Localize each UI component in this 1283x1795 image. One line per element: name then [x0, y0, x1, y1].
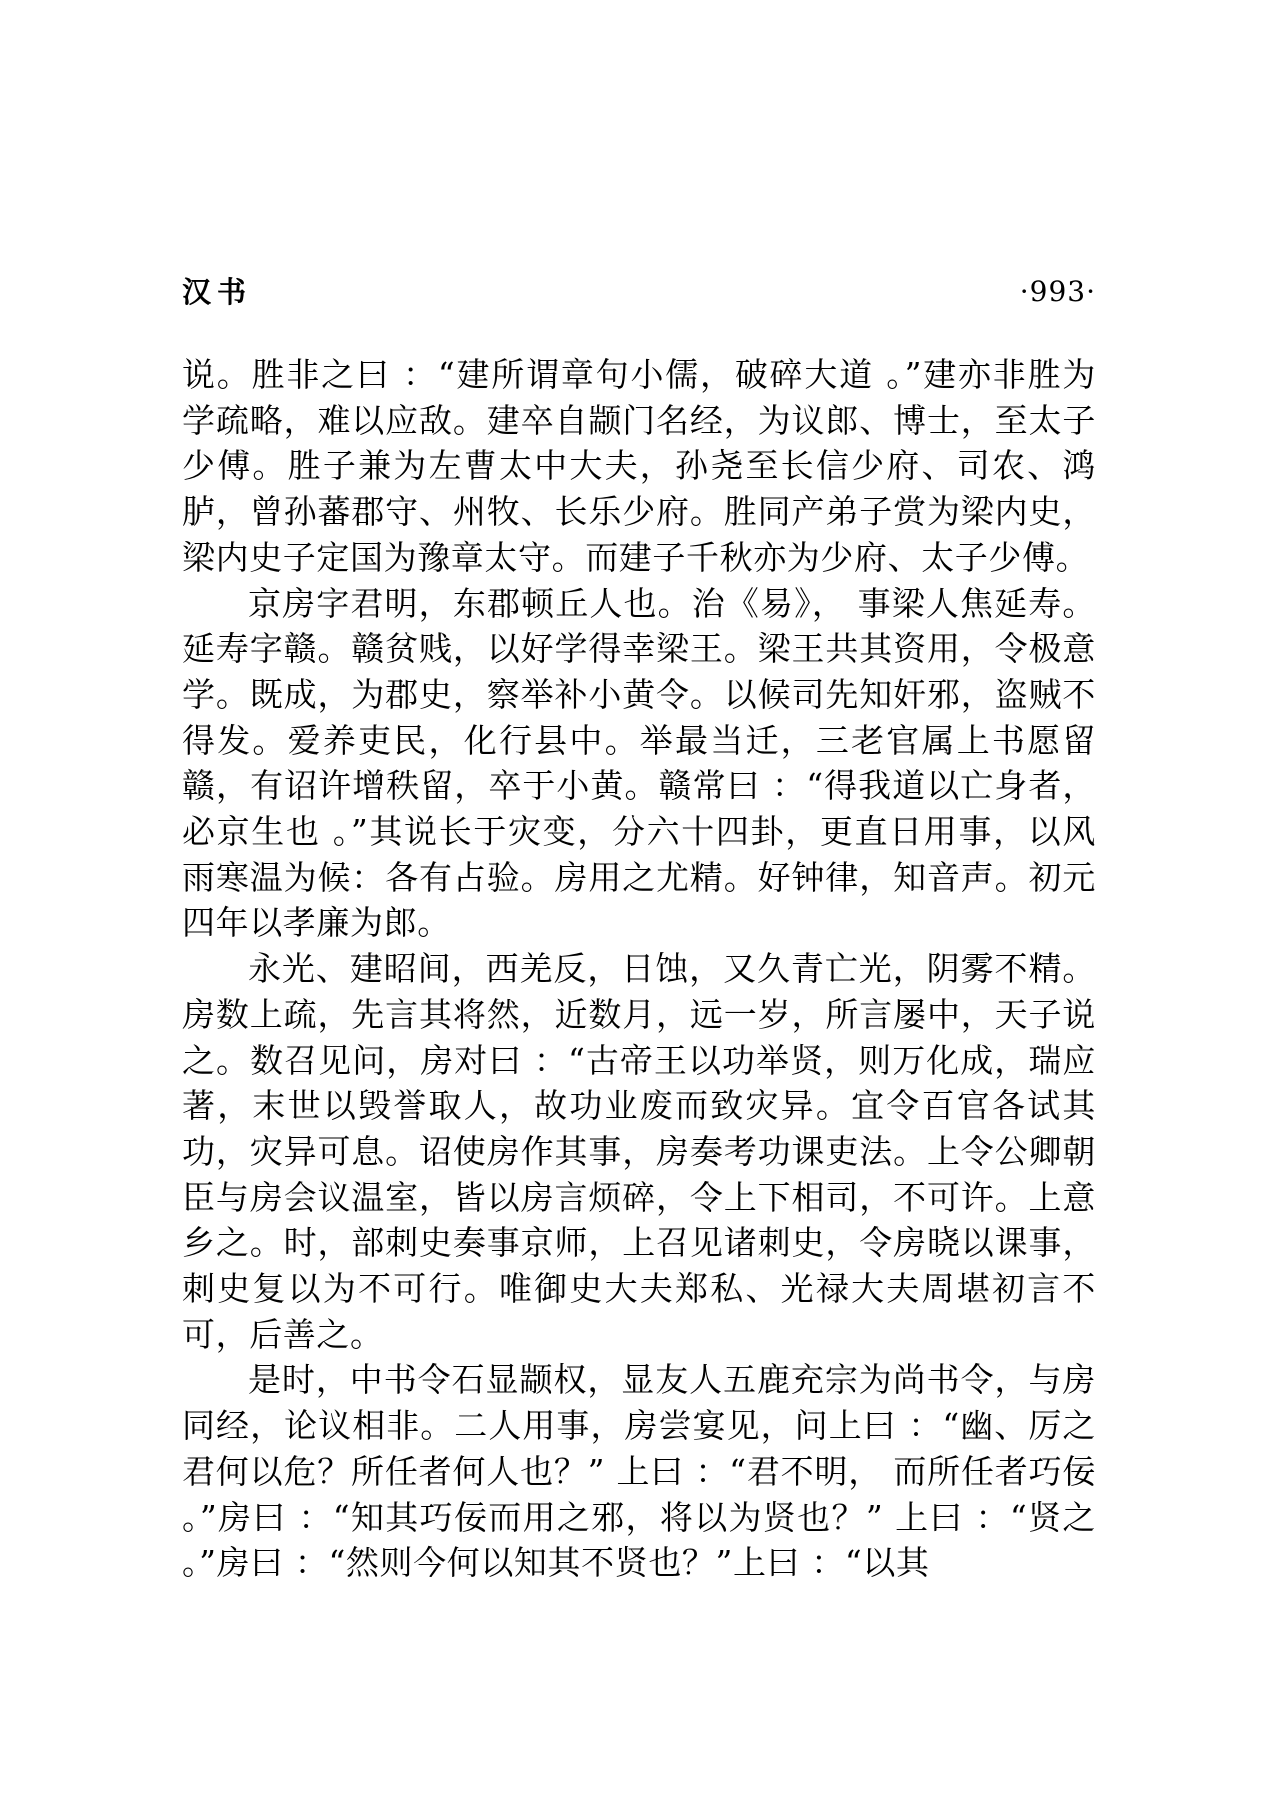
paragraph-4: 是时，中书令石显颛权，显友人五鹿充宗为尚书令，与房同经，论议相非。二人用事，房尝宴见，问上曰 ：“幽、厉之君何以危？所任者何人也？” 上曰 ：“君不明， 而所任者巧佞 。”房曰 ：“知其巧佞而用之邪，将以为贤也？” 上曰 ：“贤之 。”房曰 ：“然则今何以知其不贤也？”上曰 ：“以其: [182, 1360, 1096, 1583]
book-title: 汉书: [182, 275, 253, 309]
page-number: ·993·: [1019, 275, 1096, 308]
paragraph-2: 京房字君明，东郡顿丘人也。治《易》， 事梁人焦延寿。延寿字赣。赣贫贱，以好学得幸梁王。梁王共其资用，令极意学。既成，为郡史，察举补小黄令。以候司先知奸邪，盗贼不得发。爱养吏民，化行县中。举最当迁，三老官属上书愿留赣，有诏许增秩留，卒于小黄。赣常曰 ：“得我道以亡身者，必京生也 。”其说长于灾变，分六十四卦，更直日用事，以风雨寒温为候：各有占验。房用之尤精。好钟律，知音声。初元四年以孝廉为郎。: [182, 583, 1096, 943]
running-header: [182, 270, 1096, 314]
paragraph-1: 说。胜非之曰 ：“建所谓章句小儒，破碎大道 。”建亦非胜为学疏略，难以应敌。建卒自颛门名经，为议郎、博士，至太子少傅。胜子兼为左曹太中大夫，孙尧至长信少府、司农、鸿胪，曾孙蕃郡守、州牧、长乐少府。胜同产弟子赏为梁内史，梁内史子定国为豫章太守。而建子千秋亦为少府、太子少傅。: [182, 355, 1096, 577]
paragraph-3: 永光、建昭间，西羌反，日蚀，又久青亡光，阴雾不精。房数上疏，先言其将然，近数月，远一岁，所言屡中，天子说之。数召见问，房对曰 ：“古帝王以功举贤，则万化成，瑞应著，末世以毁誉取人，故功业废而致灾异。宜令百官各试其功，灾异可息。诏使房作其事，房奏考功课吏法。上令公卿朝臣与房会议温室，皆以房言烦碎，令上下相司，不可许。上意乡之。时，部刺史奏事京师，上召见诸刺史，令房晓以课事，刺史复以为不可行。唯御史大夫郑私、光禄大夫周堪初言不可，后善之。: [182, 949, 1096, 1354]
body-text: [182, 352, 1096, 1586]
